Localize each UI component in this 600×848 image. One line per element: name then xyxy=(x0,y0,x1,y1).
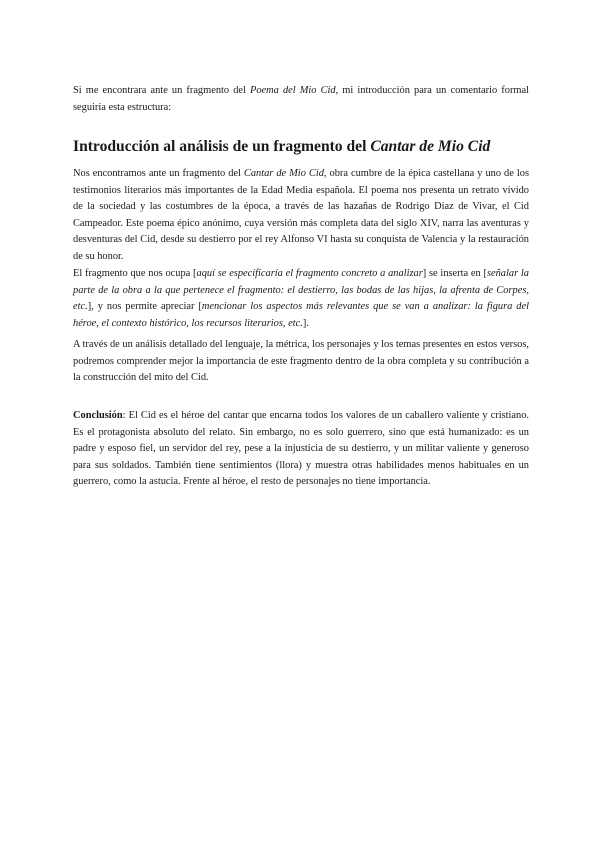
intro-work-title: Poema del Mio Cid xyxy=(250,85,336,96)
fragment-text-2: ] se inserta en [ xyxy=(422,268,487,279)
paragraph-analysis xyxy=(73,337,529,387)
heading-work-title: Cantar de Mio Cid xyxy=(370,138,491,155)
paragraph-context-start: Nos encontramos ante un fragmento del xyxy=(73,168,244,179)
paragraph-context xyxy=(73,166,529,266)
heading-prefix: Introducción al análisis de un fragmento del xyxy=(73,138,371,155)
conclusion-text xyxy=(73,408,529,491)
fragment-placeholder-2: señalar la parte de la obra a la que pertenece el fragmento: el destierro, las bodas de las hijas, la afrenta de Corpes, etc. xyxy=(73,268,529,313)
intro-text xyxy=(73,83,529,116)
paragraph-context-text xyxy=(73,166,529,266)
conclusion-paragraph xyxy=(73,408,529,491)
conclusion-label: Conclusión xyxy=(73,410,123,421)
paragraph-fragment xyxy=(73,266,529,332)
paragraph-context-end: , obra cumbre de la épica castellana y uno de los testimonios literarios más importantes de la Edad Media española. El poema nos presenta un retrato vívido de la sociedad y las costumbres de la época, a través de las hazañas de Rodrigo Díaz de Vivar, el Cid Campeador. Este poema épico anónimo, cuya versión más completa data del siglo XIV, narra las aventuras y desventuras del Cid, desde su destierro por el rey Alfonso VI hasta su conquista de Valencia y la restauración de su honor. xyxy=(73,168,529,262)
paragraph-analysis-text: A través de un análisis detallado del lenguaje, la métrica, los personajes y los temas presentes en estos versos, podremos comprender mejor la importancia de este fragmento dentro de la obra completa y su contribución a la construcción del mito del Cid. xyxy=(73,339,529,384)
section-heading xyxy=(73,137,529,157)
conclusion-body: : El Cid es el héroe del cantar que encarna todos los valores de un caballero valiente y cristiano. Es el protagonista absoluto del relato. Sin embargo, no es solo guerrero, sino que está humanizado: es un padre y esposo fiel, un servidor del rey, pese a la injusticia de su destierro, y un militar valiente y generoso para sus soldados. También tiene sentimientos (llora) y muestra otras habilidades menos habituales en un guerrero, como la astucia. Frente al héroe, el resto de personajes no tiene importancia. xyxy=(73,410,529,488)
fragment-text-3: ], y nos permite apreciar [ xyxy=(87,301,202,313)
fragment-placeholder-3: mencionar los aspectos más relevantes que se van a analizar: la figura del héroe, el contexto histórico, los recursos literarios, etc. xyxy=(73,301,529,329)
paragraph-context-work-title: Cantar de Mio Cid xyxy=(243,168,324,179)
intro-paragraph xyxy=(73,83,529,116)
intro-text-end: , mi introducción para un comentario formal seguiría esta estructura: xyxy=(73,85,529,113)
paragraph-fragment-text xyxy=(73,266,529,332)
fragment-placeholder-1: aquí se especificaría el fragmento concreto a analizar xyxy=(196,268,423,279)
intro-text-start: Si me encontrara ante un fragmento del xyxy=(73,85,250,96)
fragment-text-4: ]. xyxy=(302,317,309,329)
heading-title xyxy=(73,137,529,157)
fragment-text-1: El fragmento que nos ocupa [ xyxy=(73,268,197,279)
